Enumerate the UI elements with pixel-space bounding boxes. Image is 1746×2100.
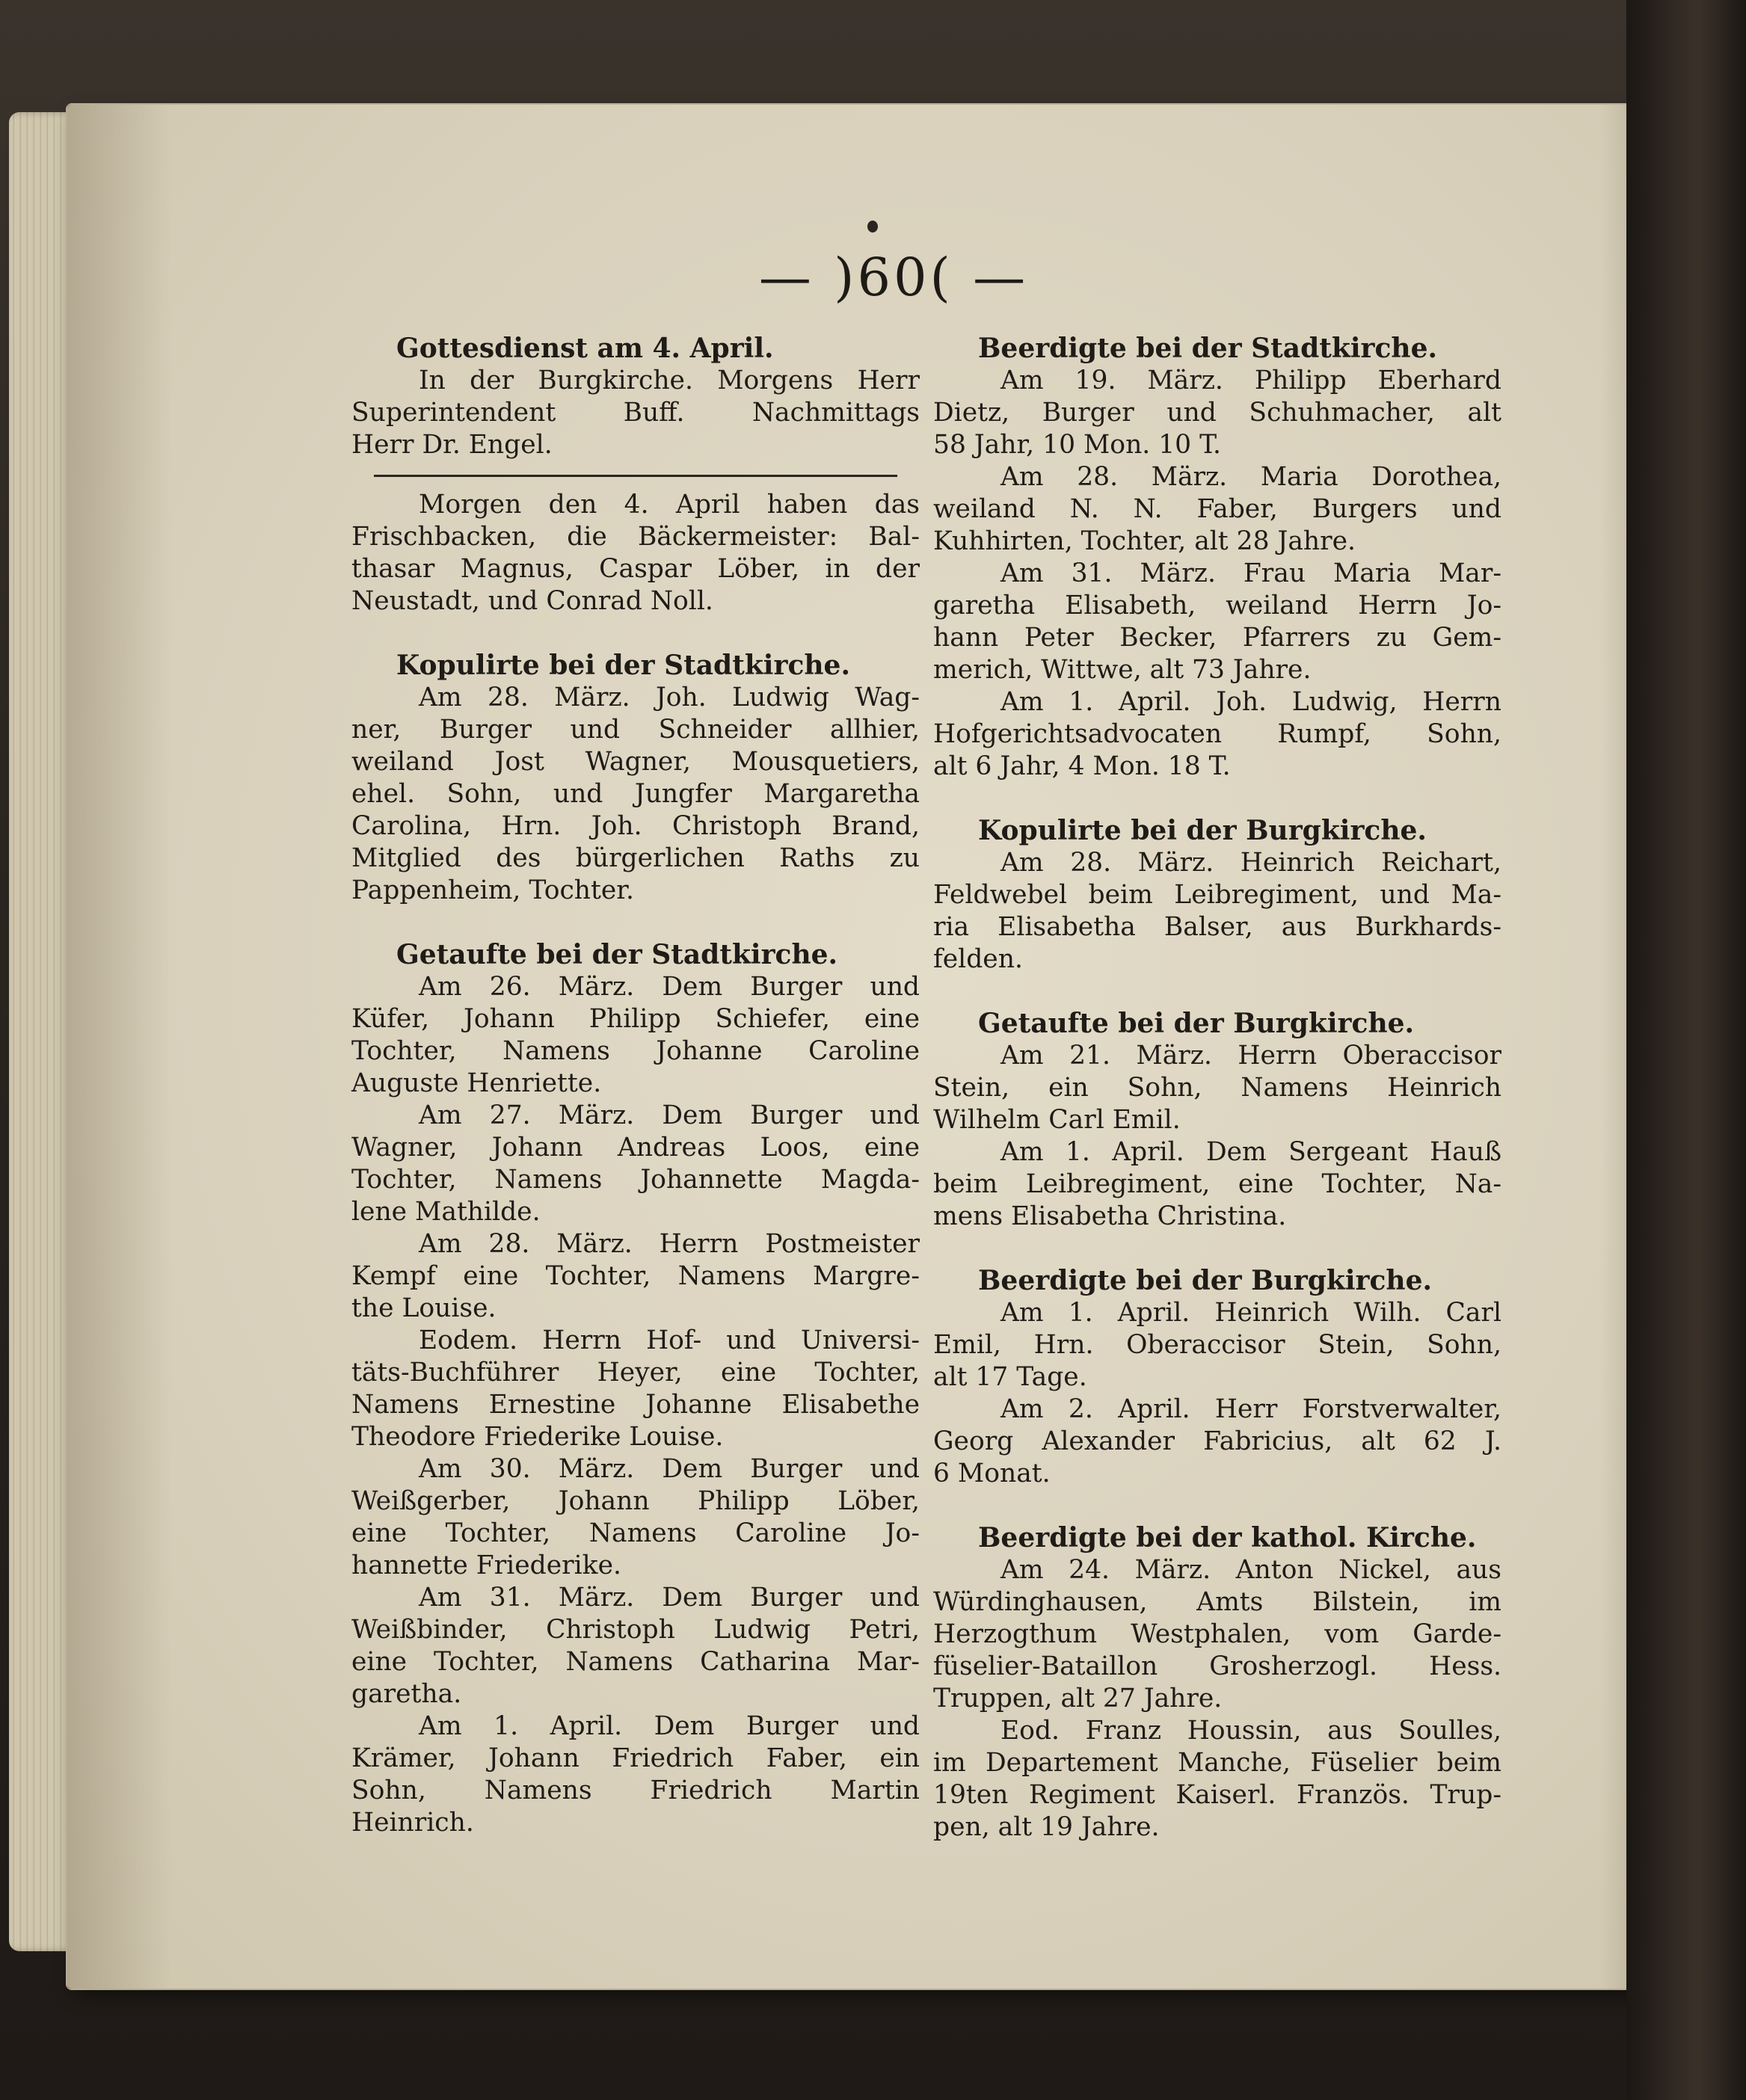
text-line: Kuhhirten, Tochter, alt 28 Jahre. bbox=[933, 526, 1356, 556]
text-line: Pappenheim, Tochter. bbox=[351, 875, 634, 905]
text-line: Theodore Friederike Louise. bbox=[351, 1422, 724, 1452]
text-line: weiland N. N. Faber, Burgers und bbox=[933, 494, 1501, 524]
text-line: hann Peter Becker, Pfarrers zu Gem- bbox=[933, 623, 1501, 653]
text-line: Heinrich. bbox=[351, 1808, 474, 1838]
text-line: mens Elisabetha Christina. bbox=[933, 1201, 1287, 1231]
text-line: Wagner, Johann Andreas Loos, eine bbox=[351, 1133, 920, 1163]
section-gap bbox=[351, 907, 920, 939]
entry-first-line: Am 1. April. Heinrich Wilh. Carl bbox=[1000, 1298, 1501, 1328]
text-line: 6 Monat. bbox=[933, 1459, 1051, 1488]
text-line: weiland Jost Wagner, Mousquetiers, bbox=[351, 747, 920, 777]
text-line: eine Tochter, Namens Caroline Jo- bbox=[351, 1518, 920, 1548]
section-gap bbox=[933, 976, 1501, 1008]
entry-first-line: Am 28. März. Joh. Ludwig Wag- bbox=[419, 683, 920, 712]
entry-first-line: Am 1. April. Dem Burger und bbox=[419, 1711, 920, 1741]
text-line: lene Mathilde. bbox=[351, 1197, 541, 1227]
text-line: Kempf eine Tochter, Namens Margre- bbox=[351, 1261, 920, 1291]
text-line: alt 17 Tage. bbox=[933, 1362, 1087, 1392]
entry-first-line: Am 24. März. Anton Nickel, aus bbox=[1000, 1555, 1501, 1585]
entry-first-line: Am 2. April. Herr Forstverwalter, bbox=[1000, 1394, 1501, 1424]
entry-first-line: Am 1. April. Dem Sergeant Hauß bbox=[1000, 1137, 1501, 1167]
text-line: Tochter, Namens Johannette Magda- bbox=[351, 1165, 920, 1195]
text-line: Stein, ein Sohn, Namens Heinrich bbox=[933, 1073, 1501, 1103]
entry-first-line: Am 31. März. Dem Burger und bbox=[419, 1583, 920, 1613]
text-line: Wilhelm Carl Emil. bbox=[933, 1105, 1181, 1135]
text-line: Dietz, Burger und Schuhmacher, alt bbox=[933, 398, 1501, 428]
text-line: garetha Elisabeth, weiland Herrn Jo- bbox=[933, 591, 1501, 621]
entry-first-line: Am 26. März. Dem Burger und bbox=[419, 972, 920, 1002]
entry-first-line: In der Burgkirche. Morgens Herr bbox=[419, 366, 920, 395]
entry-first-line: Am 27. März. Dem Burger und bbox=[419, 1100, 920, 1130]
entry-first-line: Eodem. Herrn Hof- und Universi- bbox=[419, 1325, 920, 1355]
book-spine bbox=[1626, 0, 1746, 2100]
text-line: Weißbinder, Christoph Ludwig Petri, bbox=[351, 1615, 920, 1645]
entry-first-line: Am 31. März. Frau Maria Mar- bbox=[1000, 558, 1501, 588]
entry-first-line: Am 30. März. Dem Burger und bbox=[419, 1454, 920, 1484]
section-rule bbox=[374, 475, 897, 477]
text-line: 58 Jahr, 10 Mon. 10 T. bbox=[933, 430, 1222, 460]
section-gap bbox=[351, 618, 920, 650]
section-gap bbox=[933, 783, 1501, 815]
entry-first-line: Eod. Franz Houssin, aus Soulles, bbox=[1000, 1716, 1501, 1746]
text-line: Hofgerichtsadvocaten Rumpf, Sohn, bbox=[933, 719, 1501, 749]
text-line: Würdinghausen, Amts Bilstein, im bbox=[933, 1587, 1501, 1617]
page-gutter-shadow bbox=[67, 105, 172, 1989]
entry-first-line: Am 21. März. Herrn Oberaccisor bbox=[1000, 1041, 1501, 1071]
entry-first-line: Am 1. April. Joh. Ludwig, Herrn bbox=[1000, 687, 1501, 717]
text-line: Feldwebel beim Leibregiment, und Ma- bbox=[933, 880, 1501, 910]
text-line: Truppen, alt 27 Jahre. bbox=[933, 1684, 1223, 1713]
text-line: garetha. bbox=[351, 1679, 462, 1709]
text-line: thasar Magnus, Caspar Löber, in der bbox=[351, 554, 920, 584]
text-line: Herzogthum Westphalen, vom Garde- bbox=[933, 1619, 1501, 1649]
text-line: Emil, Hrn. Oberaccisor Stein, Sohn, bbox=[933, 1330, 1501, 1360]
text-line: Tochter, Namens Johanne Caroline bbox=[351, 1036, 920, 1066]
text-line: pen, alt 19 Jahre. bbox=[933, 1812, 1160, 1842]
section-heading: Kopulirte bei der Burgkirche. bbox=[978, 815, 1427, 846]
entry-first-line: Morgen den 4. April haben das bbox=[419, 490, 920, 520]
section-gap bbox=[933, 1490, 1501, 1522]
text-line: Neustadt, und Conrad Noll. bbox=[351, 586, 713, 616]
text-line: füselier-Bataillon Grosherzogl. Hess. bbox=[933, 1651, 1501, 1681]
text-line: eine Tochter, Namens Catharina Mar- bbox=[351, 1647, 920, 1677]
text-line: Sohn, Namens Friedrich Martin bbox=[351, 1776, 920, 1805]
text-line: Carolina, Hrn. Joh. Christoph Brand, bbox=[351, 811, 920, 841]
section-heading: Getaufte bei der Stadtkirche. bbox=[396, 939, 838, 970]
left-column bbox=[351, 333, 920, 1839]
text-line: Weißgerber, Johann Philipp Löber, bbox=[351, 1486, 920, 1516]
text-line: Herr Dr. Engel. bbox=[351, 430, 553, 460]
text-line: Frischbacken, die Bäckermeister: Bal- bbox=[351, 522, 920, 552]
entry-first-line: Am 28. März. Maria Dorothea, bbox=[1000, 462, 1501, 492]
right-column bbox=[933, 333, 1501, 1844]
section-heading: Beerdigte bei der Burgkirche. bbox=[978, 1265, 1433, 1296]
text-line: im Departement Manche, Füselier beim bbox=[933, 1748, 1501, 1778]
text-line: Küfer, Johann Philipp Schiefer, eine bbox=[351, 1004, 920, 1034]
text-line: ria Elisabetha Balser, aus Burkhards- bbox=[933, 912, 1501, 942]
section-heading: Beerdigte bei der Stadtkirche. bbox=[978, 333, 1438, 364]
text-line: Krämer, Johann Friedrich Faber, ein bbox=[351, 1743, 920, 1773]
text-line: ner, Burger und Schneider allhier, bbox=[351, 715, 920, 745]
text-line: hannette Friederike. bbox=[351, 1551, 621, 1580]
text-line: Mitglied des bürgerlichen Raths zu bbox=[351, 843, 920, 873]
text-line: merich, Wittwe, alt 73 Jahre. bbox=[933, 655, 1312, 685]
section-heading: Getaufte bei der Burgkirche. bbox=[978, 1008, 1415, 1039]
text-line: felden. bbox=[933, 944, 1023, 974]
text-line: alt 6 Jahr, 4 Mon. 18 T. bbox=[933, 751, 1231, 781]
text-line: Superintendent Buff. Nachmittags bbox=[351, 398, 920, 428]
text-line: täts-Buchführer Heyer, eine Tochter, bbox=[351, 1358, 920, 1388]
text-line: Georg Alexander Fabricius, alt 62 J. bbox=[933, 1426, 1501, 1456]
section-gap bbox=[933, 1233, 1501, 1265]
text-line: beim Leibregiment, eine Tochter, Na- bbox=[933, 1169, 1501, 1199]
text-line: Namens Ernestine Johanne Elisabethe bbox=[351, 1390, 920, 1420]
section-heading: Kopulirte bei der Stadtkirche. bbox=[396, 650, 850, 681]
section-heading: Beerdigte bei der kathol. Kirche. bbox=[978, 1522, 1477, 1554]
text-line: ehel. Sohn, und Jungfer Margaretha bbox=[351, 779, 920, 809]
section-heading: Gottesdienst am 4. April. bbox=[396, 333, 774, 364]
text-line: the Louise. bbox=[351, 1293, 497, 1323]
entry-first-line: Am 28. März. Herrn Postmeister bbox=[419, 1229, 920, 1259]
text-line: 19ten Regiment Kaiserl. Französ. Trup- bbox=[933, 1780, 1501, 1810]
page-number: — )60( — bbox=[758, 247, 1029, 308]
text-line: Auguste Henriette. bbox=[351, 1068, 602, 1098]
entry-first-line: Am 28. März. Heinrich Reichart, bbox=[1000, 848, 1501, 878]
entry-first-line: Am 19. März. Philipp Eberhard bbox=[1000, 366, 1501, 395]
ink-mark bbox=[867, 221, 878, 233]
